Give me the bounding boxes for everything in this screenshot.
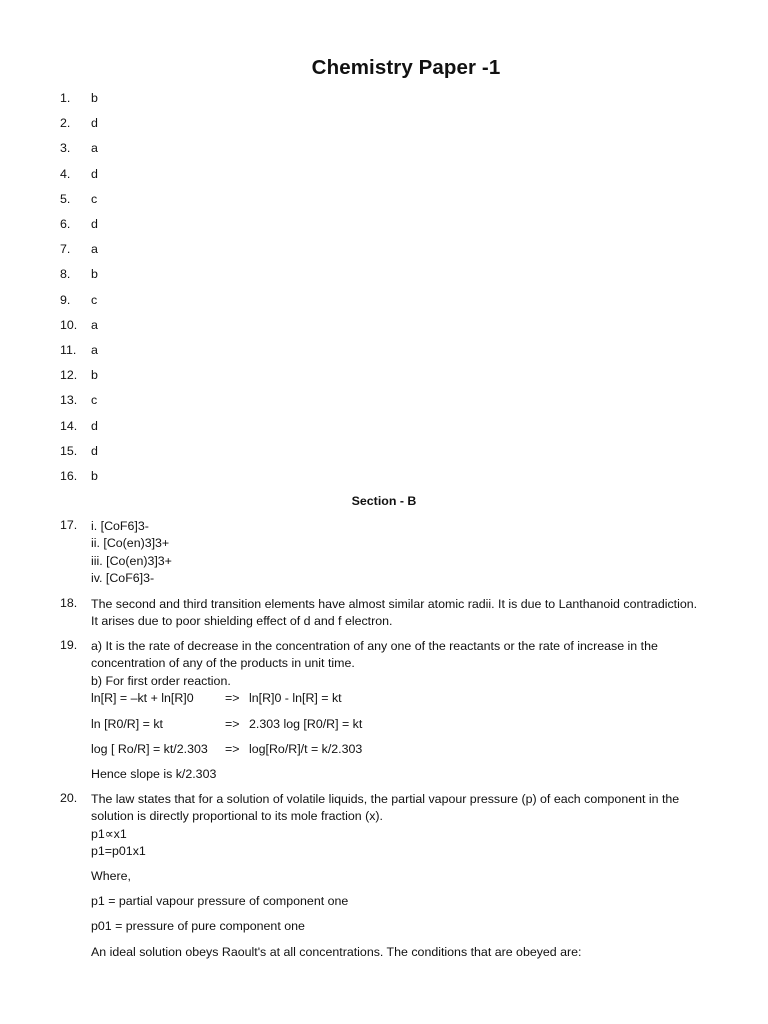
q17-line: ii. [Co(en)3]3+ [91, 536, 170, 551]
answer-choice: d [91, 116, 98, 130]
q19-line: a) It is the rate of decrease in the concentration of any one of the reactants or the rate of increase in the [91, 639, 658, 653]
answer-choice: c [91, 293, 98, 307]
equation-right: 2.303 log [R0/R] = kt [249, 717, 363, 731]
q20-line: p1∝x1 [91, 826, 127, 841]
answer-number: 6. [60, 217, 71, 231]
answer-choice: c [91, 192, 98, 206]
equation-arrow: => [225, 691, 240, 705]
answer-number: 15. [60, 444, 78, 458]
answer-number: 1. [60, 91, 71, 105]
answer-choice: d [91, 419, 98, 433]
equation-right: log[Ro/R]/t = k/2.303 [249, 742, 363, 756]
q17-line: iii. [Co(en)3]3+ [91, 553, 172, 568]
q18-line: The second and third transition elements have almost similar atomic radii. It is due to Lanthanoid contradiction. [91, 597, 698, 611]
definition-text: p1 = partial vapour pressure of component one [91, 894, 349, 908]
q19-line: concentration of any of the products in unit time. [91, 656, 355, 671]
answer-number: 5. [60, 192, 71, 206]
answer-choice: a [91, 343, 98, 357]
question-number: 20. [60, 791, 78, 805]
answer-choice: d [91, 217, 98, 231]
answer-choice: d [91, 167, 98, 181]
where-text: Where, [91, 869, 131, 883]
q19-line: b) For first order reaction. [91, 673, 231, 688]
equation-left: ln [R0/R] = kt [91, 717, 163, 731]
answer-number: 10. [60, 318, 78, 332]
equation-arrow: => [225, 717, 240, 731]
answer-number: 7. [60, 242, 71, 256]
question-number: 19. [60, 638, 78, 652]
answer-choice: a [91, 141, 98, 155]
q20-line: The law states that for a solution of volatile liquids, the partial vapour pressure (p) of each component in the [91, 792, 680, 806]
answer-number: 14. [60, 419, 78, 433]
q20-line: p1=p01x1 [91, 843, 146, 858]
answer-choice: b [91, 91, 98, 105]
definition-text: p01 = pressure of pure component one [91, 919, 305, 933]
answer-number: 12. [60, 368, 78, 382]
answer-number: 11. [60, 343, 77, 357]
answer-choice: d [91, 444, 98, 458]
answer-choice: b [91, 267, 98, 281]
answer-number: 8. [60, 267, 71, 281]
answer-number: 16. [60, 469, 78, 483]
question-number: 18. [60, 596, 78, 610]
section-heading: Section - B [351, 494, 417, 508]
answer-choice: c [91, 393, 98, 407]
answer-choice: a [91, 242, 98, 256]
answer-choice: a [91, 318, 98, 332]
q18-line: It arises due to poor shielding effect of d and f electron. [91, 614, 393, 629]
q20-line: solution is directly proportional to its mole fraction (x). [91, 809, 383, 824]
answer-number: 4. [60, 167, 71, 181]
answer-choice: b [91, 469, 98, 483]
q17-line: iv. [CoF6]3- [91, 570, 155, 585]
equation-right: ln[R]0 - ln[R] = kt [249, 691, 342, 705]
equation-left: log [ Ro/R] = kt/2.303 [91, 742, 208, 756]
answer-number: 9. [60, 293, 71, 307]
answer-number: 3. [60, 141, 71, 155]
answer-choice: b [91, 368, 98, 382]
answer-number: 13. [60, 393, 78, 407]
equation-arrow: => [225, 742, 240, 756]
question-number: 17. [60, 518, 78, 532]
page-title: Chemistry Paper -1 [311, 56, 501, 79]
ideal-solution-text: An ideal solution obeys Raoult's at all concentrations. The conditions that are obeyed are: [91, 945, 582, 959]
q17-line: i. [CoF6]3- [91, 519, 149, 533]
equation-left: ln[R] = –kt + ln[R]0 [91, 691, 194, 705]
answer-number: 2. [60, 116, 71, 130]
conclusion-text: Hence slope is k/2.303 [91, 767, 217, 781]
